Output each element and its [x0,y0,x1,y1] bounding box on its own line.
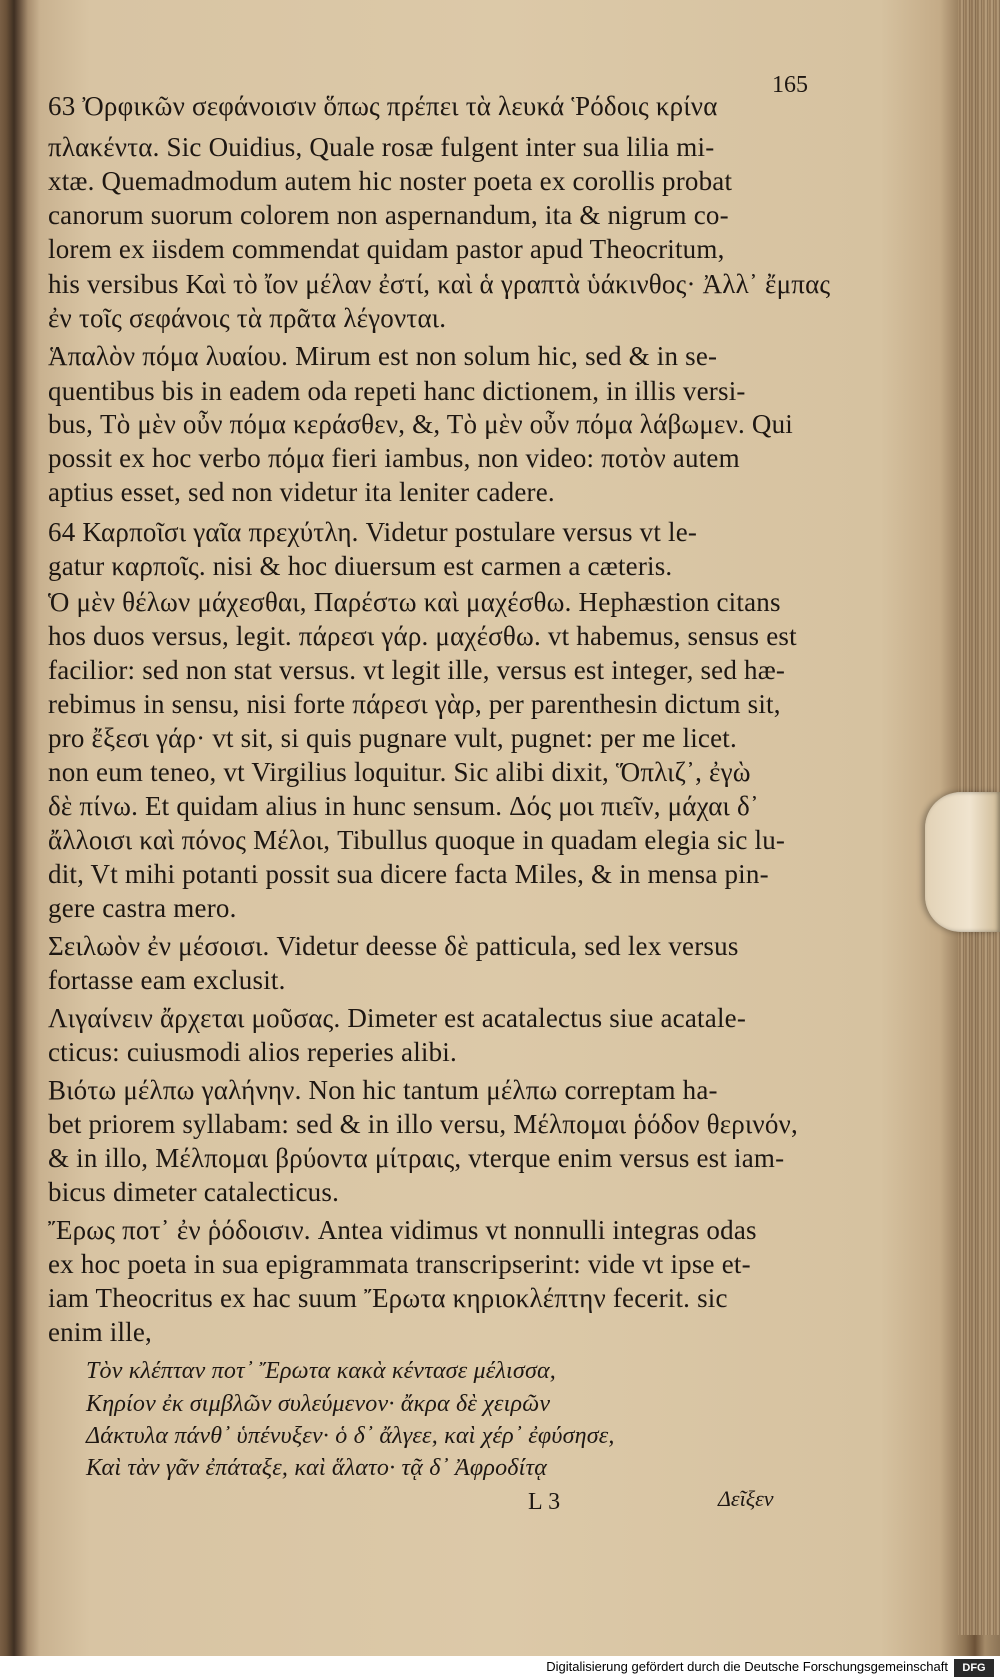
text-line: bicus dimeter catalecticus. [48,1177,340,1207]
text-line: quentibus bis in eadem oda repeti hanc dictionem, in illis versi- [48,376,746,406]
signature-mark: L 3 [528,1489,561,1515]
text-line: non eum teneo, vt Virgilius loquitur. Sic alibi dixit, Ὅπλιζ᾽, ἐγὼ [48,757,751,787]
text-line: Ὁ μὲν θέλων μάχεσθαι, Παρέστω καὶ μαχέσθω. Hephæstion citans [48,587,781,617]
page-number: 165 [772,72,808,98]
text-line: his versibus Καὶ τὸ ἴον μέλαν ἐστί, καὶ ἁ γραπτὰ ὑάκινθος· Ἀλλ᾽ ἔμπας [48,269,831,299]
text-line: gere castra mero. [48,893,237,923]
text-line: Λιγαίνειν ἄρχεται μοῦσας. Dimeter est acatalectus siue acatale- [48,1003,747,1033]
text-line: hos duos versus, legit. πάρεσι γάρ. μαχέσθω. vt habemus, sensus est [48,621,797,651]
text-line: bus, Τὸ μὲν οὖν πόμα κεράσθεν, &, Τὸ μὲν οὖν πόμα λάβωμεν. Qui [48,409,793,439]
text-line: enim ille, [48,1317,152,1347]
text-line: facilior: sed non stat versus. vt legit ille, versus est integer, sed hæ- [48,655,786,685]
text-line: Ἁπαλὸν πόμα λυαίου. Mirum est non solum hic, sed & in se- [48,341,718,371]
text-line: cticus: cuiusmodi alios reperies alibi. [48,1037,457,1067]
text-line: ἐν τοῖς σεφάνοις τὰ πρᾶτα λέγονται. [48,303,447,333]
text-line: iam Theocritus ex hac suum Ἔρωτα κηριοκλέπτην fecerit. sic [48,1283,728,1313]
footer-bar [0,1656,1000,1680]
text-line: 63 Ὀρφικῶν σεφάνοισιν ὅπως πρέπει τὰ λευκά Ῥόδοις κρίνα [48,91,718,121]
text-line: rebimus in sensu, nisi forte πάρεσι γὰρ, per parenthesin dictum sit, [48,689,781,719]
text-line: fortasse eam exclusit. [48,965,286,995]
verse-line: Κηρίον ἐκ σιμβλῶν συλεύμενον· ἄκρα δὲ χειρῶν [86,1391,551,1417]
text-line: ἄλλοισι καὶ πόνος Μέλοι, Tibullus quoque in quadam elegia sic lu- [48,825,786,855]
text-line: δὲ πίνω. Et quidam alius in hunc sensum. Δός μοι πιεῖν, μάχαι δ᾽ [48,791,760,821]
text-line: possit ex hoc verbo πόμα fieri iambus, non video: ποτὸν autem [48,443,740,473]
text-line: ex hoc poeta in sua epigrammata transcripserint: vide vt ipse et- [48,1249,751,1279]
text-line: Βιότω μέλπω γαλήνην. Non hic tantum μέλπω correptam ha- [48,1075,718,1105]
printed-page [48,50,888,1515]
text-line: & in illo, Μέλπομαι βρύοντα μίτραις, vterque enim versus est iam- [48,1143,785,1173]
text-line: pro ἔξεσι γάρ· vt sit, si quis pugnare vult, pugnet: per me licet. [48,723,737,753]
catchword: Δεῖξεν [718,1486,774,1511]
dfg-logo: DFG [954,1659,994,1677]
text-line: gatur καρποῖς. nisi & hoc diuersum est carmen a cæteris. [48,551,673,581]
text-line: dit, Vt mihi potanti possit sua dicere facta Miles, & in mensa pin- [48,859,769,889]
text-line: aptius esset, sed non videtur ita leniter cadere. [48,477,555,507]
text-line: canorum suorum colorem non aspernandum, ita & nigrum co- [48,200,729,230]
text-line: πλακέντα. Sic Ouidius, Quale rosæ fulgent inter sua lilia mi- [48,132,715,162]
verse-line: Τὸν κλέπταν ποτ᾽ Ἔρωτα κακὰ κέντασε μέλισσα, [86,1358,556,1384]
funding-credit: Digitalisierung gefördert durch die Deutsche Forschungsgemeinschaft [546,1659,948,1674]
text-line: lorem ex iisdem commendat quidam pastor apud Theocritum, [48,234,725,264]
text-line: xtæ. Quemadmodum autem hic noster poeta ex corollis probat [48,166,733,196]
verse-line: Δάκτυλα πάνθ᾽ ὑπένυξεν· ὁ δ᾽ ἄλγεε, καὶ χέρ᾽ ἐφύσησε, [86,1423,615,1449]
text-line: Σειλωὸν ἐν μέσοισι. Videtur deesse δὲ patticula, sed lex versus [48,931,739,961]
book-clasp [925,792,1000,932]
text-line: Ἔρως ποτ᾽ ἐν ῥόδοισιν. Antea vidimus vt nonnulli integras odas [48,1215,757,1245]
verse-line: Καὶ τὰν γᾶν ἐπάταξε, καὶ ἅλατο· τᾷ δ᾽ Ἀφροδίτᾳ [86,1455,548,1481]
text-line: bet priorem syllabam: sed & in illo versu, Μέλπομαι ῥόδον θερινόν, [48,1109,798,1139]
text-line: 64 Καρποῖσι γαῖα πρεχύτλη. Videtur postulare versus vt le- [48,517,698,547]
